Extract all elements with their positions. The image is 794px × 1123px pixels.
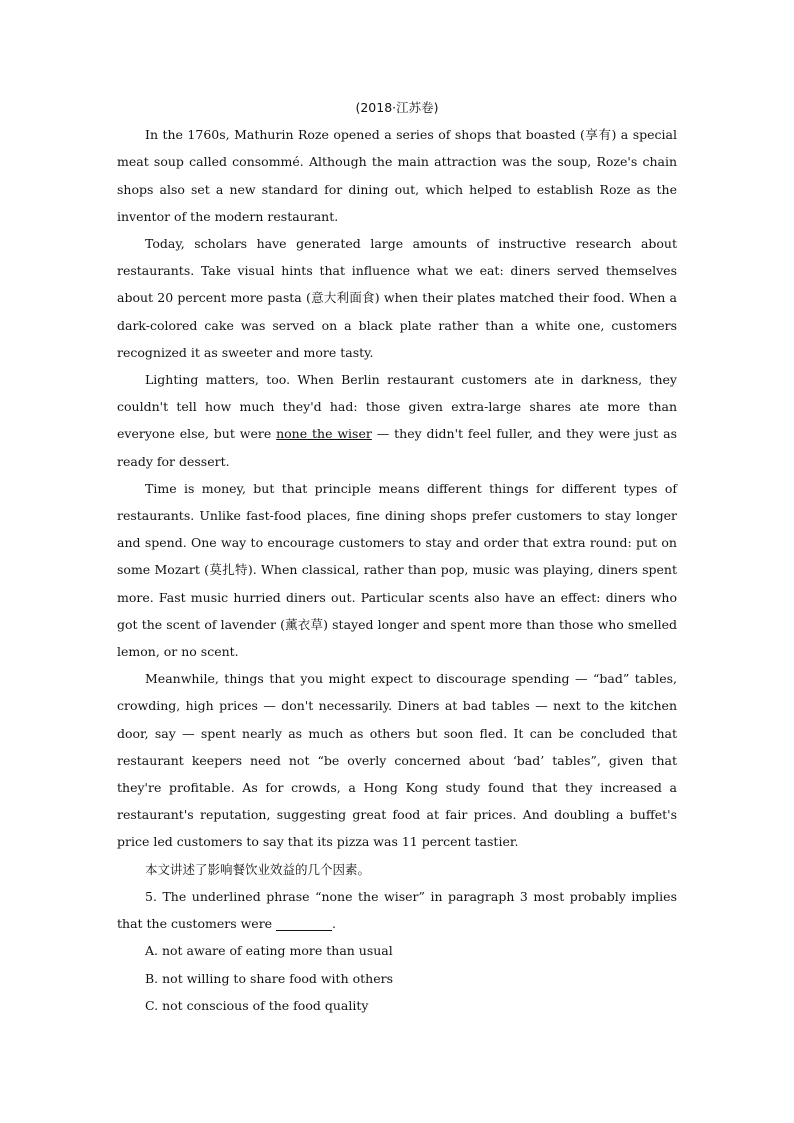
paragraph-2: Today, scholars have generated large amounts of instructive research about restaurants. Take visual hints that influence what we eat: diners served themselves about 20 percent more pasta (意大利面食) when their plates matched their food. When a dark-colored cake was served on a black plate rather than a white one, customers recognized it as sweeter and more tasty.	[117, 236, 677, 360]
option-a: A. not aware of eating more than usual	[145, 943, 393, 959]
question-stem-text: 5. The underlined phrase “none the wiser” in paragraph 3 most probably implies that the customers were	[117, 888, 677, 932]
option-c: C. not conscious of the food quality	[145, 997, 369, 1013]
paragraph-3-before: Lighting matters, too. When Berlin restaurant customers ate in darkness, they couldn't tell how much they'd had: those given extra-large shares ate more than everyone else, but were	[117, 372, 677, 442]
source-header: (2018·江苏卷)	[355, 100, 439, 115]
question-stem-end: .	[332, 916, 337, 932]
document-page	[117, 94, 677, 1019]
paragraph-1: In the 1760s, Mathurin Roze opened a series of shops that boasted (享有) a special meat soup called consommé. Although the main attraction was the soup, Roze's chain shops also set a new standard for dining out, which helped to establish Roze as the inventor of the modern restaurant.	[117, 127, 677, 224]
paragraph-3-after: — they didn't feel fuller, and they were just as ready for dessert.	[117, 426, 677, 469]
option-b: B. not willing to share food with others	[145, 970, 393, 986]
paragraph-3	[117, 366, 677, 475]
answer-blank	[276, 916, 332, 931]
chinese-summary-note: 本文讲述了影响餐饮业效益的几个因素。	[145, 861, 371, 877]
underlined-phrase: none the wiser	[276, 426, 372, 442]
paragraph-4: Time is money, but that principle means different things for different types of restaurants. Unlike fast-food places, fine dining shops prefer customers to stay longer and spend. One way to encourage customers to stay and order that extra round: put on some Mozart (莫扎特). When classical, rather than pop, music was playing, diners spent more. Fast music hurried diners out. Particular scents also have an effect: diners who got the scent of lavender (薰衣草) stayed longer and spent more than those who smelled lemon, or no scent.	[117, 480, 677, 660]
paragraph-5: Meanwhile, things that you might expect to discourage spending — “bad” tables, crowding, high prices — don't necessarily. Diners at bad tables — next to the kitchen door, say — spent nearly as much as others but soon fled. It can be concluded that restaurant keepers need not “be overly concerned about ‘bad’ tables”, given that they're profitable. As for crowds, a Hong Kong study found that they increased a restaurant's reputation, suggesting great food at fair prices. And doubling a buffet's price led customers to say that its pizza was 11 percent tastier.	[117, 671, 677, 850]
question-5-stem	[117, 883, 677, 937]
